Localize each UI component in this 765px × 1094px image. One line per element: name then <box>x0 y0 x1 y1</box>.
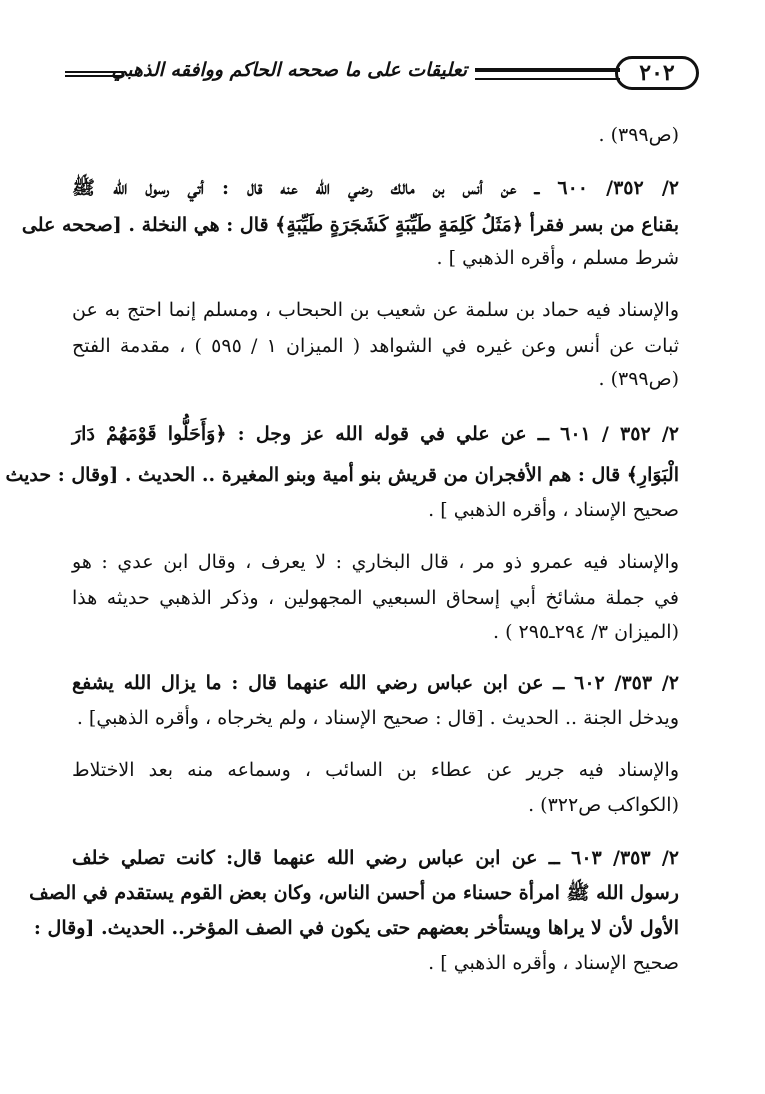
commentary-line: ثبات عن أنس وعن غيره في الشواهد ( الميزان ١ / ٥٩٥ ) ، مقدمة الفتح <box>72 335 679 357</box>
header-rule-right <box>475 68 620 80</box>
text-line: الْبَوَارِ﴾ قال : هم الأفجران من قريش بنو أمية وبنو المغيرة .. الحديث . [وقال : حديث <box>5 464 679 486</box>
text-line: بقناع من بسر فقرأ ﴿مَثَلُ كَلِمَةٍ طَيِّبَةٍ كَشَجَرَةٍ طَيِّبَةٍ﴾ قال : هي النخلة . [صححه على <box>21 214 679 236</box>
text-line: رسول الله ﷺ امرأة حسناء من أحسن الناس، وكان بعض القوم يستقدم في الصف <box>29 882 679 904</box>
text-line: الأول لأن لا يراها ويستأخر بعضهم حتى يكون في الصف المؤخر.. الحديث. [وقال : <box>33 917 679 939</box>
text-line: صحيح الإسناد ، وأقره الذهبي ] . <box>428 952 679 974</box>
hadith-heading: ٢/ ٣٥٢ / ٦٠١ ــ عن علي في قوله الله عز وجل : ﴿وَأَحَلُّوا قَوْمَهُمْ دَارَ <box>72 423 679 445</box>
page-header <box>55 52 695 96</box>
commentary-line: والإسناد فيه عمرو ذو مر ، قال البخاري : لا يعرف ، وقال ابن عدي : هو <box>72 551 679 573</box>
hadith-heading: ٢/ ٣٥٢/ ٦٠٠ ــ عن أنس بن مالك رضي الله عنه قال : أتي رسول الله ﷺ <box>72 177 680 199</box>
commentary-line: (الكواكب ص٣٢٢) . <box>528 794 679 816</box>
commentary-line: والإسناد فيه جرير عن عطاء بن السائب ، وسماعه منه بعد الاختلاط <box>72 759 679 781</box>
page-number: ٢٠٢ <box>615 56 699 90</box>
commentary-line: والإسناد فيه حماد بن سلمة عن شعيب بن الحبحاب ، ومسلم إنما احتج به عن <box>72 299 679 321</box>
text-line: صحيح الإسناد ، وأقره الذهبي ] . <box>428 499 679 521</box>
commentary-line: (الميزان ٣/ ٢٩٤ـ٢٩٥ ) . <box>493 621 679 643</box>
commentary-line: (ص٣٩٩) . <box>598 368 679 390</box>
text-line: ويدخل الجنة .. الحديث . [قال : صحيح الإسناد ، ولم يخرجاه ، وأقره الذهبي] . <box>76 707 679 729</box>
hadith-heading: ٢/ ٣٥٣/ ٦٠٢ ــ عن ابن عباس رضي الله عنهما قال : ما يزال الله يشفع <box>72 672 679 694</box>
running-title: تعليقات على ما صححه الحاكم ووافقه الذهبي <box>111 59 467 81</box>
text-line: شرط مسلم ، وأقره الذهبي ] . <box>436 247 679 269</box>
commentary-line: في جملة مشائخ أبي إسحاق السبعيي المجهولين ، وذكر الذهبي حديثه هذا <box>72 587 679 609</box>
text-line: (ص٣٩٩) . <box>598 124 679 146</box>
hadith-heading: ٢/ ٣٥٣/ ٦٠٣ ــ عن ابن عباس رضي الله عنهما قال: كانت تصلي خلف <box>72 847 680 869</box>
